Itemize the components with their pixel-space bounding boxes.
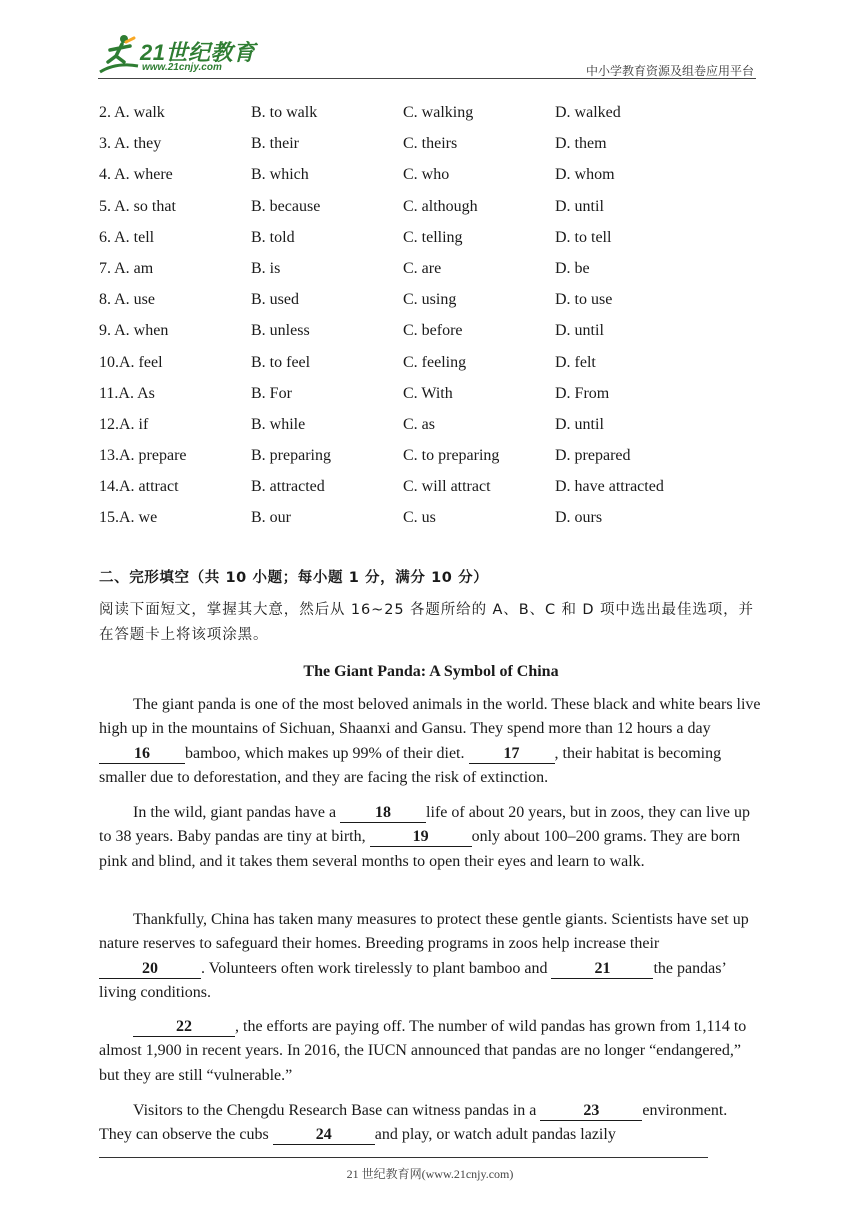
option-a: 4. A. where [99, 166, 173, 184]
option-d: D. felt [555, 353, 596, 371]
passage-paragraph-4 [99, 1015, 763, 1088]
page-header [0, 0, 860, 82]
option-a: 7. A. am [99, 259, 154, 277]
blank-18: 18 [340, 804, 426, 823]
option-d: D. have attracted [555, 478, 664, 496]
option-d: D. ours [555, 509, 603, 527]
option-c: C. walking [403, 104, 474, 121]
paragraph-text: the pandas’ living conditions. [99, 959, 726, 1001]
section-instructions: 阅读下面短文，掌握其大意，然后从 16~25 各题所给的 A、B、C 和 D 项中选出最佳选项，并在答题卡上将该项涂黑。 [99, 602, 754, 643]
option-row [99, 443, 779, 474]
option-c: C. With [403, 384, 453, 402]
option-b: B. preparing [251, 447, 331, 465]
option-c: C. are [403, 259, 442, 277]
paragraph-text: environment. They can observe the cubs [99, 1102, 728, 1144]
passage-paragraph-2 [99, 801, 763, 874]
paragraph-text: , the efforts are paying off. The number of wild pandas has grown from 1,114 to almost 1,900 in recent years. In 2016, the IUCN announced that pandas are no longer “endangered,” but they are still “vulnerable.” [99, 1018, 747, 1084]
option-c: C. us [403, 509, 436, 527]
option-b: B. For [251, 384, 292, 402]
blank-17: 17 [469, 745, 555, 764]
option-b: B. told [251, 228, 295, 246]
option-a: 8. A. use [99, 291, 155, 309]
answer-options-list [99, 100, 779, 537]
option-d: D. to tell [555, 228, 612, 246]
option-a: 9. A. when [99, 322, 169, 340]
blank-24: 24 [273, 1126, 375, 1145]
option-b: B. to feel [251, 353, 311, 371]
option-a: 11.A. As [99, 384, 155, 402]
blank-19: 19 [370, 828, 472, 847]
option-d: D. until [555, 415, 604, 433]
option-a: 6. A. tell [99, 228, 155, 246]
option-b: B. their [251, 135, 299, 153]
logo-title: 21世纪教育 [140, 40, 256, 65]
option-row [99, 505, 779, 536]
paragraph-text: Visitors to the Chengdu Research Base can witness pandas in a [133, 1102, 541, 1119]
option-a: 3. A. they [99, 135, 162, 153]
option-c: C. before [403, 322, 463, 340]
paragraph-text: In the wild, giant pandas have a [133, 804, 341, 821]
option-row [99, 256, 779, 287]
option-a: 2. A. walk [99, 104, 165, 121]
paragraph-text: , their habitat is becoming smaller due to deforestation, and they are facing the risk of extinction. [99, 744, 722, 786]
option-c: C. using [403, 291, 457, 309]
option-row [99, 474, 779, 505]
option-a: 15.A. we [99, 509, 158, 527]
option-row [99, 287, 779, 318]
option-row [99, 318, 779, 349]
option-row [99, 131, 779, 162]
option-d: D. them [555, 135, 607, 153]
option-d: D. whom [555, 166, 615, 184]
option-c: C. theirs [403, 135, 458, 153]
paragraph-text: Thankfully, China has taken many measures to protect these gentle giants. Scientists have set up nature reserves to safeguard their homes. Breeding programs in zoos help increase their [99, 911, 749, 953]
option-a: 5. A. so that [99, 197, 176, 215]
paragraph-text: The giant panda is one of the most beloved animals in the world. These black and white bears live high up in the mountains of Sichuan, Shaanxi and Gansu. They spend more than 12 hours a day [99, 696, 761, 738]
option-b: B. used [251, 291, 299, 309]
blank-20: 20 [99, 960, 201, 979]
blank-16: 16 [99, 745, 185, 764]
option-a: 10.A. feel [99, 353, 163, 371]
section-title: 二、完形填空（共 10 小题；每小题 1 分，满分 10 分） [99, 570, 489, 586]
paragraph-text: life of about 20 years, but in zoos, they can live up to 38 years. Baby pandas are tiny at birth, [99, 804, 750, 846]
blank-21: 21 [551, 960, 653, 979]
option-a: 14.A. attract [99, 478, 179, 496]
option-row [99, 194, 779, 225]
option-row [99, 412, 779, 443]
option-d: D. until [555, 197, 604, 215]
paragraph-text: . Volunteers often work tirelessly to plant bamboo and [201, 959, 552, 977]
option-row [99, 225, 779, 256]
footer-text: 21 世纪教育网(www.21cnjy.com) [346, 1167, 514, 1181]
option-c: C. will attract [403, 478, 491, 496]
option-c: C. feeling [403, 353, 467, 371]
site-logo [96, 32, 266, 78]
option-b: B. which [251, 166, 309, 184]
option-d: D. be [555, 259, 590, 277]
option-d: D. From [555, 384, 610, 402]
paragraph-text: bamboo, which makes up 99% of their diet. [185, 744, 469, 762]
option-c: C. who [403, 166, 450, 184]
option-a: 13.A. prepare [99, 447, 187, 465]
option-d: D. walked [555, 104, 621, 121]
paragraph-text: only about 100–200 grams. They are born pink and blind, and it takes them several months to open their eyes and learn to walk. [99, 828, 741, 870]
blank-23: 23 [540, 1102, 642, 1121]
option-b: B. attracted [251, 478, 325, 496]
option-row [99, 100, 779, 131]
paragraph-text: and play, or watch adult pandas lazily [374, 1126, 616, 1144]
option-b: B. while [251, 415, 306, 433]
option-b: B. our [251, 509, 291, 527]
passage-paragraph-1 [99, 693, 763, 790]
option-row [99, 162, 779, 193]
option-a: 12.A. if [99, 415, 149, 433]
passage-paragraph-3 [99, 908, 763, 1005]
option-c: C. telling [403, 228, 463, 246]
option-row [99, 350, 779, 381]
header-platform-text: 中小学教育资源及组卷应用平台 [585, 64, 754, 78]
option-c: C. although [403, 197, 478, 215]
option-d: D. until [555, 322, 604, 340]
option-c: C. to preparing [403, 447, 500, 465]
option-d: D. prepared [555, 447, 631, 465]
option-c: C. as [403, 415, 435, 433]
footer-divider [99, 1157, 708, 1158]
option-b: B. is [251, 259, 281, 277]
option-b: B. unless [251, 322, 310, 340]
passage-paragraph-5 [99, 1099, 763, 1148]
option-row [99, 381, 779, 412]
blank-22: 22 [133, 1018, 235, 1037]
option-d: D. to use [555, 291, 613, 309]
runner-logo-icon [96, 32, 140, 76]
passage-title: The Giant Panda: A Symbol of China [303, 663, 559, 680]
option-b: B. because [251, 197, 321, 215]
option-b: B. to walk [251, 104, 318, 121]
logo-url: www.21cnjy.com [142, 62, 222, 73]
header-divider [98, 78, 756, 79]
